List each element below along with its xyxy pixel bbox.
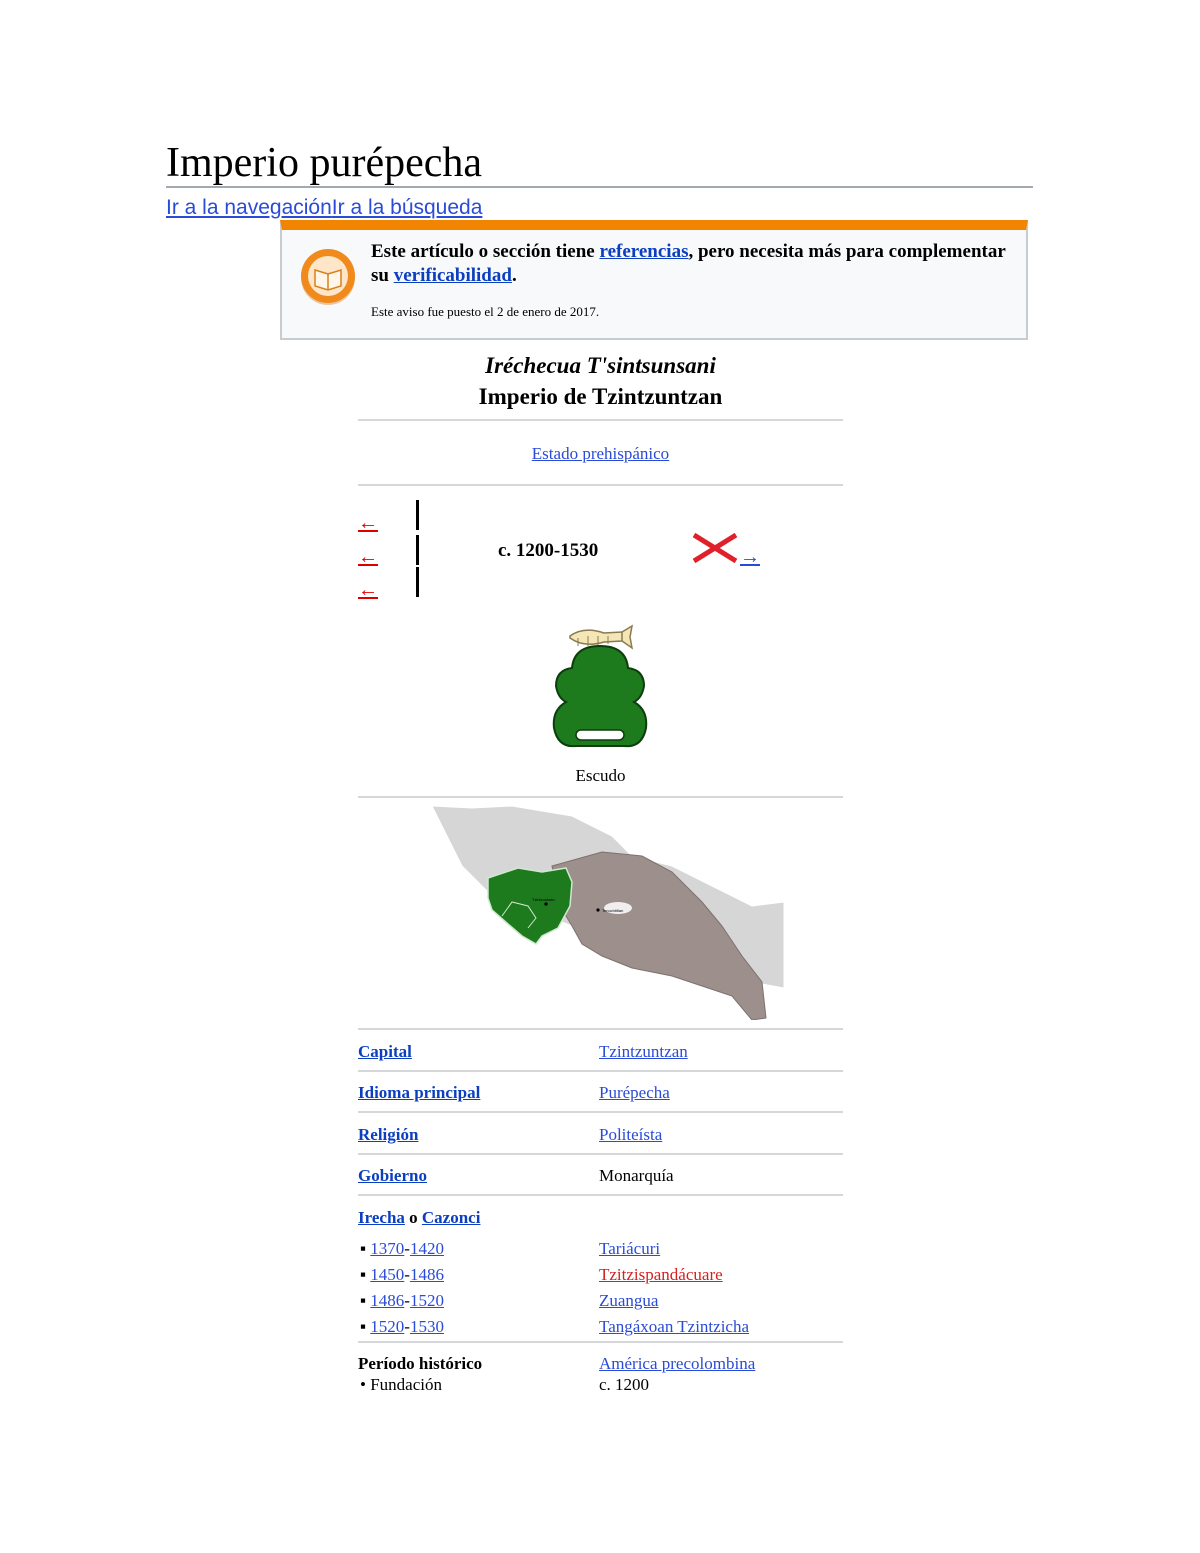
predecessor-arrow-link[interactable]: ←: [358, 579, 378, 601]
infobox-divider: [358, 1111, 843, 1113]
ruler-link[interactable]: Zuangua: [599, 1291, 659, 1310]
map-label-tzintzuntzan: Tzintzuntzan: [532, 897, 555, 902]
year-link[interactable]: 1530: [409, 1317, 444, 1336]
year-link[interactable]: 1370: [370, 1239, 405, 1258]
row-label-government: [358, 1165, 427, 1187]
infobox-period: c. 1200-1530: [498, 540, 599, 561]
infobox-divider: [358, 1341, 843, 1343]
history-value: [599, 1353, 755, 1375]
notice-message: [371, 240, 1011, 288]
predecessor-arrow-link[interactable]: ←: [358, 512, 378, 534]
burgundy-cross-flag-icon[interactable]: [690, 532, 740, 564]
predecessor-flag-placeholder: [416, 500, 419, 530]
infobox-divider: [358, 1028, 843, 1030]
infobox-divider: [358, 1153, 843, 1155]
ruler-link-missing[interactable]: Tzitzispandácuare: [599, 1265, 723, 1284]
year-link[interactable]: 1520: [409, 1291, 444, 1310]
ruler-name: [599, 1290, 658, 1312]
row-value-religion: [599, 1124, 662, 1146]
successor-arrow-link[interactable]: →: [740, 546, 760, 568]
skip-links: [166, 195, 482, 221]
precolumbian-america-link[interactable]: América precolombina: [599, 1354, 756, 1373]
religion-link[interactable]: Religión: [358, 1125, 419, 1144]
year-link[interactable]: 1486: [409, 1265, 444, 1284]
rulers-connector: o: [404, 1208, 422, 1227]
government-link[interactable]: Gobierno: [358, 1166, 427, 1185]
coat-of-arms-caption: Escudo: [575, 766, 626, 785]
row-label-religion: [358, 1124, 418, 1146]
references-link[interactable]: referencias: [599, 241, 689, 262]
year-link[interactable]: 1486: [370, 1291, 405, 1310]
rulers-header: [358, 1207, 480, 1229]
infobox-native-name: Iréchecua T'sintsunsani: [485, 353, 716, 378]
irecha-link[interactable]: Irecha: [358, 1208, 405, 1227]
verifiability-link[interactable]: verificabilidad: [393, 265, 512, 286]
predecessor-flag-placeholder: [416, 535, 419, 565]
ruler-link[interactable]: Tangáxoan Tzintzicha: [599, 1317, 750, 1336]
ruler-period: ▪ 1450-1486: [360, 1265, 444, 1284]
references-notice: [280, 220, 1028, 340]
cazonci-link[interactable]: Cazonci: [421, 1208, 481, 1227]
ruler-period: ▪ 1520-1530: [360, 1317, 444, 1336]
notice-date: Este aviso fue puesto el 2 de enero de 2017.: [371, 304, 600, 319]
infobox-divider: [358, 1194, 843, 1196]
history-label: Período histórico: [358, 1354, 483, 1373]
title-divider: [166, 186, 1033, 188]
tzintzuntzan-link[interactable]: Tzintzuntzan: [599, 1042, 688, 1061]
skip-to-navigation-link[interactable]: Ir a la navegación: [166, 196, 332, 219]
ruler-period: ▪ 1486-1520: [360, 1291, 444, 1310]
book-warning-icon: [298, 246, 358, 306]
ruler-link[interactable]: Tariácuri: [599, 1239, 661, 1258]
coat-of-arms-image: [548, 624, 652, 752]
row-label-capital: [358, 1041, 412, 1063]
year-link[interactable]: 1420: [409, 1239, 444, 1258]
ruler-name: [599, 1316, 749, 1338]
empire-territory-map: [432, 806, 784, 1020]
infobox-divider: [358, 484, 843, 486]
map-label-tenochtitlan: Tenochtitlan: [602, 908, 624, 913]
notice-text-part: , pero necesita más para complementar su: [371, 241, 1006, 286]
infobox-divider: [358, 1070, 843, 1072]
polytheist-link[interactable]: Politeísta: [599, 1125, 663, 1144]
notice-text-part: Este artículo o sección tiene: [371, 241, 600, 262]
capital-link[interactable]: Capital: [358, 1042, 412, 1061]
language-link[interactable]: Idioma principal: [358, 1083, 481, 1102]
ruler-name: [599, 1264, 723, 1286]
row-value-government: Monarquía: [599, 1166, 674, 1185]
year-link[interactable]: 1450: [370, 1265, 405, 1284]
ruler-name: [599, 1238, 660, 1260]
page-title: Imperio purépecha: [166, 140, 483, 186]
year-link[interactable]: 1520: [370, 1317, 405, 1336]
purepecha-link[interactable]: Purépecha: [599, 1083, 670, 1102]
infobox-state-type: [358, 443, 843, 465]
founding-label: • Fundación: [360, 1375, 442, 1394]
predecessor-flag-placeholder: [416, 567, 419, 597]
row-value-language: [599, 1082, 670, 1104]
ruler-period: ▪ 1370-1420: [360, 1239, 444, 1258]
row-value-capital: [599, 1041, 688, 1063]
state-type-link[interactable]: Estado prehispánico: [531, 444, 670, 463]
infobox-divider: [358, 796, 843, 798]
infobox-divider: [358, 419, 843, 421]
row-label-language: [358, 1082, 480, 1104]
predecessor-arrow-link[interactable]: ←: [358, 546, 378, 568]
infobox-common-name: Imperio de Tzintzuntzan: [478, 384, 723, 409]
notice-text-part: .: [511, 265, 517, 286]
skip-to-search-link[interactable]: Ir a la búsqueda: [331, 196, 483, 219]
founding-value: c. 1200: [599, 1375, 650, 1394]
